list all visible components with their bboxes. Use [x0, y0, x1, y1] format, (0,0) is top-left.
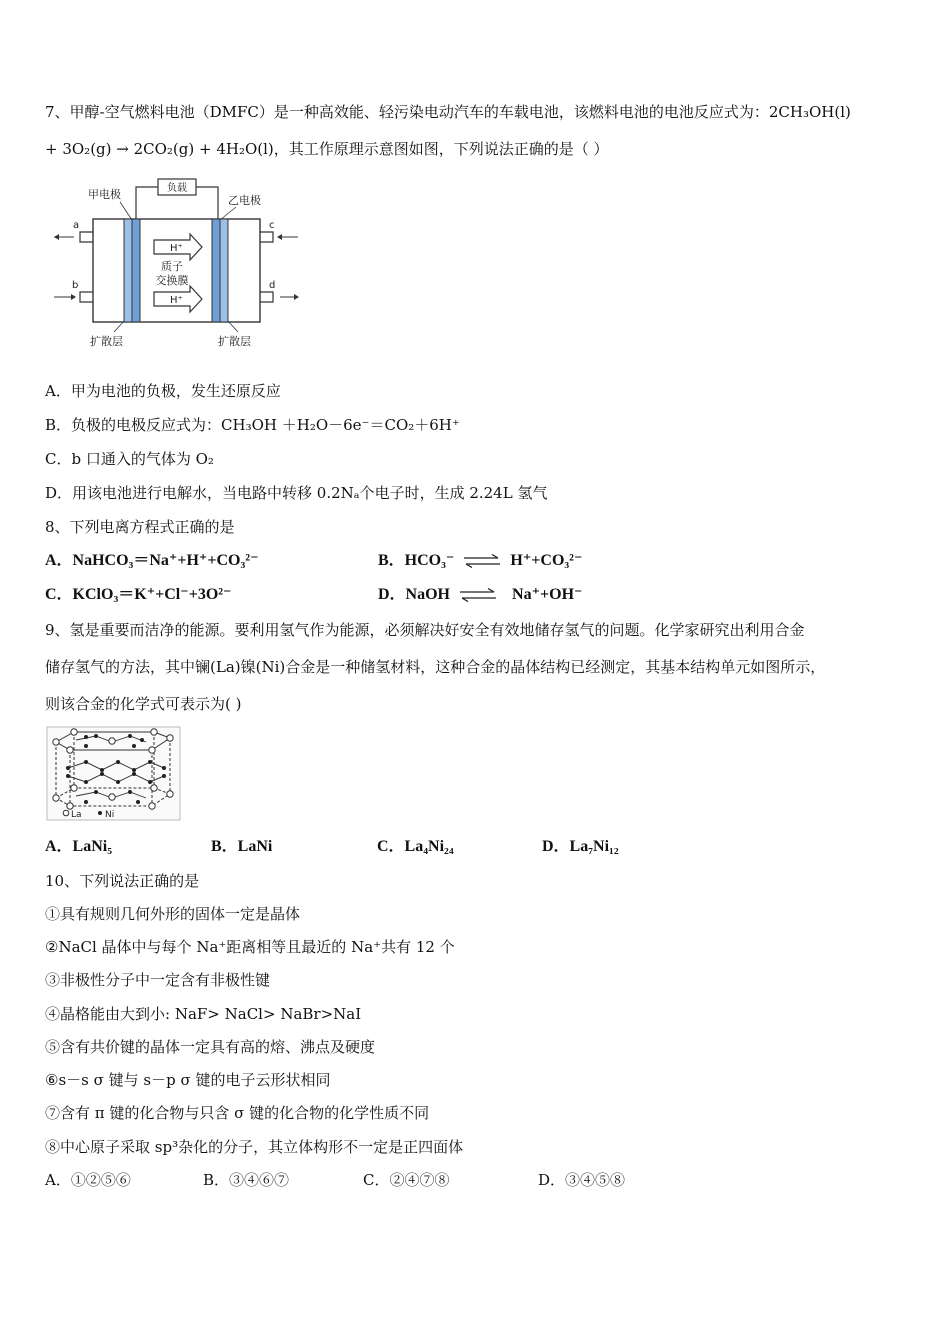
q9-stem-line2: 储存氢气的方法，其中镧(La)镍(Ni)合金是一种储氢材料，这种合金的晶体结构已经测定，其基本结构单元如图所示， — [45, 658, 826, 676]
port-a-label: a — [73, 220, 80, 231]
q10-statement-4: ④晶格能由大到小: NaF> NaCl> NaBr>NaI — [45, 1005, 362, 1023]
left-wire — [136, 187, 158, 219]
membrane-label-line2: 交换膜 — [155, 274, 189, 287]
q8-stem: 8、下列电离方程式正确的是 — [45, 518, 235, 536]
diffusion-right-label: 扩散层 — [218, 335, 251, 348]
port-b-label: b — [72, 280, 79, 291]
q8-option-b — [378, 551, 582, 571]
q10-statement-7: ⑦含有 π 键的化合物与只含 σ 键的化合物的化学性质不同 — [45, 1104, 430, 1122]
q10-statement-5: ⑤含有共价键的晶体一定具有高的熔、沸点及硬度 — [45, 1038, 376, 1056]
left-electrode — [132, 219, 140, 322]
port-c-label: c — [269, 220, 275, 231]
q10-option-a: A．①②⑤⑥ — [45, 1171, 131, 1189]
right-electrode — [212, 219, 220, 322]
q10-statement-8: ⑧中心原子采取 sp³杂化的分子，其立体构形不一定是正四面体 — [45, 1138, 464, 1156]
q10-option-d: D．③④⑤⑧ — [538, 1171, 626, 1189]
q9-option-d: D．La₇Ni₁₂ — [542, 838, 619, 855]
port-c-pipe — [260, 232, 273, 242]
port-d-label: d — [269, 280, 276, 291]
q9-stem-line1: 9、氢是重要而洁净的能源。要利用氢气作为能源，必须解决好安全有效地储存氢气的问题。化学家研究出利用合金 — [45, 621, 805, 639]
equilibrium-arrow-icon — [458, 588, 498, 602]
ni-legend-label: Ni — [105, 810, 115, 820]
q8-option-d — [378, 585, 582, 605]
membrane-label-line1: 质子 — [161, 260, 183, 273]
port-a-pipe — [80, 232, 93, 242]
q9-option-c: C．La₄Ni₂₄ — [377, 838, 454, 855]
left-diffusion-layer — [124, 219, 132, 322]
q9-option-b: B．LaNi — [211, 838, 273, 855]
equilibrium-arrow-icon — [462, 554, 502, 568]
q8-option-c: C．KClO₃＝K⁺+Cl⁻+3O²⁻ — [45, 586, 232, 603]
q8-option-d-left: D．NaOH — [378, 586, 451, 603]
q8-option-d-right: Na⁺+OH⁻ — [512, 586, 583, 603]
port-b-pipe — [80, 292, 93, 302]
diffusion-left-label: 扩散层 — [90, 335, 123, 348]
q9-stem-line3: 则该合金的化学式可表示为( ) — [45, 695, 242, 713]
left-electrode-label: 甲电极 — [88, 188, 121, 201]
q10-option-b: B．③④⑥⑦ — [203, 1171, 290, 1189]
proton-label-top: H⁺ — [170, 243, 183, 254]
la-legend-icon — [63, 810, 69, 816]
la-legend-label: La — [71, 810, 82, 820]
right-diffusion-layer — [220, 219, 228, 322]
q8-option-b-right: H⁺+CO₃²⁻ — [510, 552, 583, 569]
right-electrode-pointer — [220, 207, 236, 220]
q7-option-d: D．用该电池进行电解水，当电路中转移 0.2Nₐ个电子时，生成 2.24L 氢气 — [45, 484, 548, 502]
q10-statement-6: ⑥s－s σ 键与 s－p σ 键的电子云形状相同 — [45, 1071, 331, 1089]
q7-option-b: B．负极的电极反应式为：CH₃OH ＋H₂O－6e⁻＝CO₂＋6H⁺ — [45, 416, 460, 434]
q10-statement-2: ②NaCl 晶体中与每个 Na⁺距离相等且最近的 Na⁺共有 12 个 — [45, 938, 455, 956]
ni-legend-icon — [98, 811, 102, 815]
q10-statement-3: ③非极性分子中一定含有非极性键 — [45, 971, 271, 989]
left-electrode-pointer — [120, 202, 132, 220]
q8-option-a: A．NaHCO₃＝Na⁺+H⁺+CO₃²⁻ — [45, 552, 259, 569]
q10-option-c: C．②④⑦⑧ — [363, 1171, 450, 1189]
right-electrode-label: 乙电极 — [228, 194, 261, 207]
q7-option-c: C．b 口通入的气体为 O₂ — [45, 450, 214, 468]
q9-option-a: A．LaNi₅ — [45, 838, 113, 855]
proton-label-bottom: H⁺ — [170, 295, 183, 306]
right-wire — [196, 187, 218, 219]
fuel-cell-diagram — [40, 176, 310, 356]
port-d-pipe — [260, 292, 273, 302]
q7-stem-line2: + 3O₂(g) → 2CO₂(g) + 4H₂O(l)，其工作原理示意图如图，下列说法正确的是（ ） — [45, 140, 609, 158]
load-label: 负载 — [167, 183, 187, 194]
q8-option-b-left: B．HCO₃⁻ — [378, 552, 455, 569]
q7-stem-line1: 7、甲醇-空气燃料电池（DMFC）是一种高效能、轻污染电动汽车的车载电池，该燃料电池的电池反应式为：2CH₃OH(l) — [45, 103, 851, 121]
q10-stem: 10、下列说法正确的是 — [45, 872, 200, 890]
q7-option-a: A．甲为电池的负极，发生还原反应 — [45, 382, 281, 400]
crystal-structure-diagram — [46, 726, 181, 821]
q10-statement-1: ①具有规则几何外形的固体一定是晶体 — [45, 905, 301, 923]
